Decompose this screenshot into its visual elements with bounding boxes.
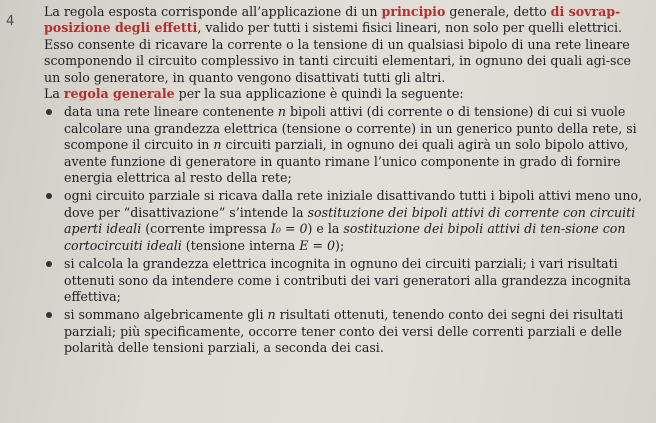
- step1-var-n2: n: [213, 137, 222, 153]
- highlight-regola-generale: regola generale: [63, 86, 175, 102]
- bullet-icon: [46, 312, 52, 318]
- list-item: [44, 256, 648, 305]
- step2-text-c: ) e la: [307, 221, 344, 237]
- page-content: [44, 4, 648, 359]
- intro-paragraph: [44, 4, 648, 86]
- bullet-icon: [46, 261, 52, 267]
- step1-text-b: bipoli attivi (di corrente o di tensione) di cui si vuole calcolare una grandezza elettrica (tensione o corrente) in un generico punto della rete, si scompone il circuito in: [64, 104, 637, 153]
- rule-text-1: La: [44, 86, 64, 102]
- step1-var-n: n: [277, 104, 287, 120]
- step2-text-b: (corrente impressa: [141, 221, 271, 237]
- step2-equation-2: E = 0: [299, 237, 336, 253]
- bullet-icon: [46, 193, 52, 199]
- step4-text-a: si sommano algebricamente gli: [64, 307, 268, 323]
- list-item: [44, 104, 648, 186]
- step3-text: si calcola la grandezza elettrica incognita in ognuno dei circuiti parziali; i vari risultati ottenuti sono da intendere come i contributi dei vari generatori alla grandezza incognita effettiva;: [64, 256, 631, 304]
- step4-text-b: risultati ottenuti, tenendo conto dei segni dei risultati parziali; più specificamente, occorre tener conto dei versi delle correnti parziali e delle polarità delle tensioni parziali, a seconda dei casi.: [64, 307, 624, 356]
- intro-text-1: La regola esposta corrisponde all’applicazione di un: [44, 4, 382, 19]
- step2-text-e: );: [335, 237, 345, 253]
- rule-steps-list: [44, 104, 648, 356]
- step2-text-a: ogni circuito parziale si ricava dalla rete iniziale disattivando tutti i bipoli attivi meno uno, dove per “disattivazione” s’intende la: [64, 188, 643, 220]
- list-item: [44, 307, 648, 356]
- step2-text-d: (tensione interna: [181, 237, 300, 253]
- highlight-sovrapposizione: di sovrap-posizione degli effetti: [44, 4, 621, 36]
- margin-handwritten-mark: 4: [6, 14, 15, 29]
- highlight-principio: principio: [381, 4, 446, 19]
- intro-text-2: generale, detto: [445, 4, 551, 19]
- step2-equation-1: I₀ = 0: [270, 221, 308, 237]
- rule-paragraph: [44, 86, 648, 102]
- step4-var-n: n: [267, 307, 276, 323]
- rule-text-2: per la sua applicazione è quindi la seguente:: [174, 86, 464, 102]
- step1-text-a: data una rete lineare contenente: [64, 104, 278, 120]
- step2-italic-2: sostituzione dei bipoli attivi di ten-sione con cortocircuiti ideali: [64, 221, 626, 253]
- intro-text-3: , valido per tutti i sistemi fisici lineari, non solo per quelli elettrici. Esso consente di ricavare la corrente o la tensione di un qualsiasi bipolo di una rete lineare scomponendo il circuito complessivo in tanti circuiti elementari, in ognuno dei quali agi-sce un solo generatore, in quanto vengono disattivati tutti gli altri.: [44, 20, 631, 85]
- step2-italic-1: sostituzione dei bipoli attivi di corrente con circuiti aperti ideali: [64, 204, 636, 237]
- step1-text-c: circuiti parziali, in ognuno dei quali agirà un solo bipolo attivo, avente funzione di generatore in quanto rimane l’unico componente in grado di fornire energia elettrica al resto della rete;: [64, 137, 629, 186]
- bullet-icon: [46, 109, 52, 115]
- list-item: [44, 188, 648, 254]
